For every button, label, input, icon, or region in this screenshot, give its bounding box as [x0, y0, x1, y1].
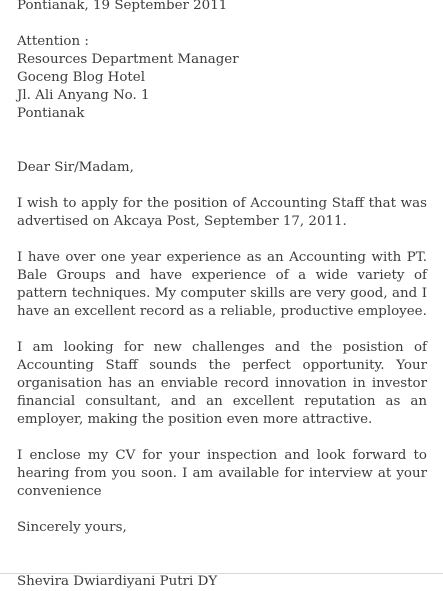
paragraph-application: I wish to apply for the position of Accounting Staff that was advertised on Akcaya Post, September 17, 2011. [17, 196, 427, 229]
bottom-border [0, 573, 443, 574]
recipient-street: Jl. Ali Anyang No. 1 [17, 88, 150, 103]
spacer [17, 429, 427, 447]
paragraph-experience: I have over one year experience as an Accounting with PT. Bale Groups and have experience of a wide variety of pattern techniques. My computer skills are very good, and I have an excellent record as a reliable, productive employee. [17, 250, 427, 319]
paragraph-motivation: I am looking for new challenges and the posistion of Accounting Staff sounds the perfect opportunity. Your organisation has an enviable record innovation in investor financial consultant, and an excellent reputation as an employer, making the position even more attractive. [17, 340, 427, 427]
attention-label: Attention : [17, 34, 89, 49]
recipient-city: Pontianak [17, 106, 85, 121]
spacer [17, 231, 427, 249]
recipient-title: Resources Department Manager [17, 52, 239, 67]
spacer [17, 321, 427, 339]
paragraph-closing-request: I enclose my CV for your inspection and look forward to hearing from you soon. I am available for interview at your convenience [17, 448, 427, 499]
cover-letter [17, 0, 427, 591]
signature-name: Shevira Dwiardiyani Putri DY [17, 574, 218, 589]
place-date: Pontianak, 19 September 2011 [17, 0, 228, 13]
spacer [17, 123, 427, 159]
recipient-company: Goceng Blog Hotel [17, 70, 145, 85]
spacer [17, 177, 427, 195]
spacer [17, 501, 427, 519]
spacer [17, 537, 427, 573]
closing: Sincerely yours, [17, 520, 127, 535]
salutation: Dear Sir/Madam, [17, 160, 134, 175]
spacer [17, 15, 427, 33]
